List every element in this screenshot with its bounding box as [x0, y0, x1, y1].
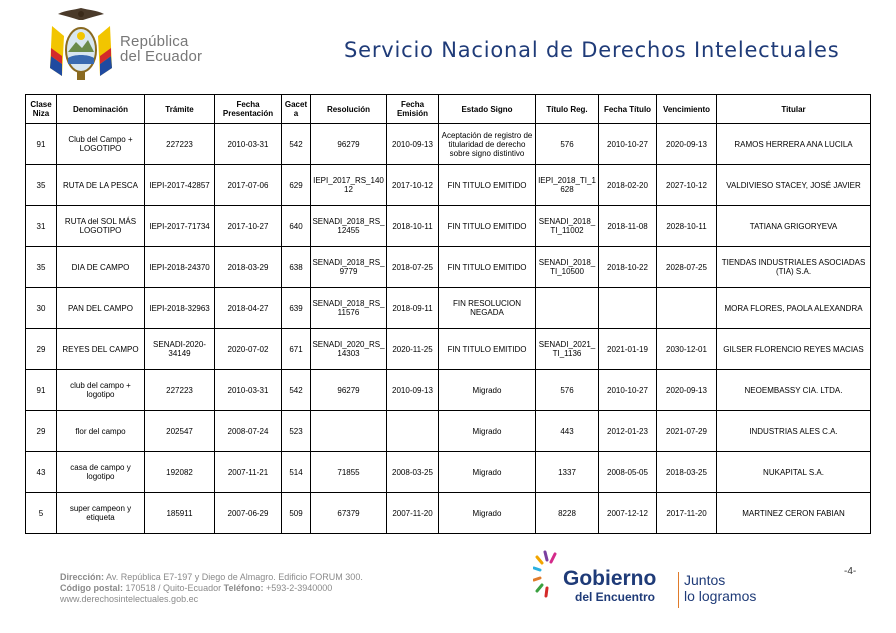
table-cell: flor del campo — [57, 411, 145, 452]
table-cell: IEPI-2017-42857 — [145, 165, 215, 206]
gobierno-text: Gobierno — [563, 567, 657, 590]
table-cell: 629 — [282, 165, 311, 206]
table-cell: 227223 — [145, 124, 215, 165]
postal-label: Código postal: — [60, 583, 123, 593]
table-cell: 2010-03-31 — [215, 370, 282, 411]
table-cell: RUTA del SOL MÁS LOGOTIPO — [57, 206, 145, 247]
table-cell: 542 — [282, 124, 311, 165]
table-cell: IEPI-2017-71734 — [145, 206, 215, 247]
table-header-row — [26, 95, 871, 124]
table-cell: FIN TITULO EMITIDO — [439, 329, 536, 370]
table-cell: 509 — [282, 493, 311, 534]
del-encuentro-text: del Encuentro — [575, 590, 656, 604]
footer-address-block — [60, 572, 363, 605]
column-header: Denominación — [57, 95, 145, 124]
gobierno-burst-icon — [533, 550, 561, 610]
table-row — [26, 247, 871, 288]
table-cell: 2021-01-19 — [599, 329, 657, 370]
table-cell: 2008-03-25 — [387, 452, 439, 493]
table-cell: casa de campo y logotipo — [57, 452, 145, 493]
table-row — [26, 124, 871, 165]
table-cell: 639 — [282, 288, 311, 329]
table-cell: 2007-06-29 — [215, 493, 282, 534]
table-cell: REYES DEL CAMPO — [57, 329, 145, 370]
table-cell: RUTA DE LA PESCA — [57, 165, 145, 206]
table-cell — [311, 411, 387, 452]
table-cell: 192082 — [145, 452, 215, 493]
table-cell: 35 — [26, 247, 57, 288]
table-cell: 71855 — [311, 452, 387, 493]
del-ecuador-line: del Ecuador — [120, 48, 203, 65]
table-cell: 202547 — [145, 411, 215, 452]
table-cell: 671 — [282, 329, 311, 370]
table-cell: RAMOS HERRERA ANA LUCILA — [717, 124, 871, 165]
column-header: Título Reg. — [536, 95, 599, 124]
table-cell — [387, 411, 439, 452]
table-cell: 2007-11-21 — [215, 452, 282, 493]
table-cell: 2018-02-20 — [599, 165, 657, 206]
slogan-line-1: Juntos — [684, 572, 726, 588]
trademark-table — [25, 94, 871, 534]
table-body — [26, 124, 871, 534]
postal-value: 170518 / Quito-Ecuador — [125, 583, 222, 593]
table-cell: Migrado — [439, 370, 536, 411]
table-cell: 2018-07-25 — [387, 247, 439, 288]
table-cell: 2027-10-12 — [657, 165, 717, 206]
table-row — [26, 288, 871, 329]
column-header: Estado Signo — [439, 95, 536, 124]
column-header: Gaceta — [282, 95, 311, 124]
table-cell: IEPI_2017_RS_14012 — [311, 165, 387, 206]
table-cell: 2018-04-27 — [215, 288, 282, 329]
table-cell: DIA DE CAMPO — [57, 247, 145, 288]
table-cell: 2010-10-27 — [599, 124, 657, 165]
table-row — [26, 452, 871, 493]
table-cell: 443 — [536, 411, 599, 452]
table-cell: Club del Campo + LOGOTIPO — [57, 124, 145, 165]
table-cell: 2017-11-20 — [657, 493, 717, 534]
table-cell: 2008-05-05 — [599, 452, 657, 493]
table-cell: 35 — [26, 165, 57, 206]
table-row — [26, 411, 871, 452]
table-cell: 2017-07-06 — [215, 165, 282, 206]
table-cell: 2018-03-25 — [657, 452, 717, 493]
table-cell: 96279 — [311, 124, 387, 165]
table-cell: NUKAPITAL S.A. — [717, 452, 871, 493]
table-cell: 2012-01-23 — [599, 411, 657, 452]
slogan — [684, 572, 756, 604]
table-cell: NEOEMBASSY CIA. LTDA. — [717, 370, 871, 411]
table-cell: 2028-10-11 — [657, 206, 717, 247]
table-cell: 43 — [26, 452, 57, 493]
table-cell: 67379 — [311, 493, 387, 534]
table-cell: SENADI-2020-34149 — [145, 329, 215, 370]
column-header: Fecha Emisión — [387, 95, 439, 124]
table-cell: 2010-10-27 — [599, 370, 657, 411]
address-value: Av. República E7-197 y Diego de Almagro. Edificio FORUM 300. — [106, 572, 363, 582]
column-header: Vencimiento — [657, 95, 717, 124]
table-cell: 514 — [282, 452, 311, 493]
table-cell: 2010-09-13 — [387, 124, 439, 165]
table-cell: GILSER FLORENCIO REYES MACIAS — [717, 329, 871, 370]
table-cell: super campeon y etiqueta — [57, 493, 145, 534]
table-cell: 2010-09-13 — [387, 370, 439, 411]
table-cell: 2018-11-08 — [599, 206, 657, 247]
address-line — [60, 572, 363, 583]
table-cell — [536, 288, 599, 329]
slogan-line-2: lo logramos — [684, 588, 757, 604]
table-cell: MORA FLORES, PAOLA ALEXANDRA — [717, 288, 871, 329]
table-cell: 31 — [26, 206, 57, 247]
table-cell: IEPI-2018-32963 — [145, 288, 215, 329]
table-cell: TATIANA GRIGORYEVA — [717, 206, 871, 247]
table-cell: 2017-10-12 — [387, 165, 439, 206]
column-header: Trámite — [145, 95, 215, 124]
table-cell: SENADI_2018_TI_10500 — [536, 247, 599, 288]
table-cell: 2030-12-01 — [657, 329, 717, 370]
table-cell: 2008-07-24 — [215, 411, 282, 452]
table-cell: PAN DEL CAMPO — [57, 288, 145, 329]
table-cell: FIN TITULO EMITIDO — [439, 165, 536, 206]
table-row — [26, 165, 871, 206]
table-cell: SENADI_2020_RS_14303 — [311, 329, 387, 370]
column-header: Clase Niza — [26, 95, 57, 124]
table-cell: 227223 — [145, 370, 215, 411]
table-cell: IEPI_2018_TI_1628 — [536, 165, 599, 206]
phone-value: +593-2-3940000 — [265, 583, 333, 593]
column-header: Titular — [717, 95, 871, 124]
table-cell: SENADI_2021_TI_1136 — [536, 329, 599, 370]
table-cell: 1337 — [536, 452, 599, 493]
table-cell: 2020-09-13 — [657, 124, 717, 165]
table-cell: 91 — [26, 124, 57, 165]
table-cell: 576 — [536, 124, 599, 165]
table-cell: 2017-10-27 — [215, 206, 282, 247]
table-cell: Migrado — [439, 411, 536, 452]
website-link[interactable]: www.derechosintelectuales.gob.ec — [60, 594, 199, 604]
table-cell: 2007-11-20 — [387, 493, 439, 534]
column-header: Fecha Título — [599, 95, 657, 124]
table-cell: 29 — [26, 411, 57, 452]
table-cell — [657, 288, 717, 329]
table-cell: 542 — [282, 370, 311, 411]
gobierno-del-encuentro-logo — [533, 548, 783, 618]
table-cell: SENADI_2018_RS_11576 — [311, 288, 387, 329]
table-cell: 2007-12-12 — [599, 493, 657, 534]
table-row — [26, 370, 871, 411]
table-cell: SENADI_2018_TI_11002 — [536, 206, 599, 247]
table-row — [26, 206, 871, 247]
table-cell: Migrado — [439, 452, 536, 493]
table-cell: 2020-09-13 — [657, 370, 717, 411]
table-cell: club del campo + logotipo — [57, 370, 145, 411]
table-cell: 96279 — [311, 370, 387, 411]
table-cell: 30 — [26, 288, 57, 329]
table-cell: 2021-07-29 — [657, 411, 717, 452]
table-cell: 638 — [282, 247, 311, 288]
table-cell: SENADI_2018_RS_9779 — [311, 247, 387, 288]
phone-label: Teléfono: — [223, 583, 264, 593]
page-header — [0, 0, 896, 92]
table-cell — [599, 288, 657, 329]
table-cell: 2020-11-25 — [387, 329, 439, 370]
table-cell: 2018-10-11 — [387, 206, 439, 247]
table-row — [26, 329, 871, 370]
table-row — [26, 493, 871, 534]
table-cell: 2018-03-29 — [215, 247, 282, 288]
table-cell: IEPI-2018-24370 — [145, 247, 215, 288]
ecuador-coat-of-arms-icon — [46, 6, 116, 84]
address-label: Dirección: — [60, 572, 105, 582]
column-header: Resolución — [311, 95, 387, 124]
table-cell: 2020-07-02 — [215, 329, 282, 370]
table-cell: FIN RESOLUCION NEGADA — [439, 288, 536, 329]
table-cell: 2010-03-31 — [215, 124, 282, 165]
slogan-separator — [678, 572, 679, 608]
table-cell: 185911 — [145, 493, 215, 534]
page-number: -4- — [844, 566, 857, 577]
table-cell: FIN TITULO EMITIDO — [439, 247, 536, 288]
table-cell: 8228 — [536, 493, 599, 534]
table-cell: FIN TITULO EMITIDO — [439, 206, 536, 247]
table-cell: 29 — [26, 329, 57, 370]
table-cell: 5 — [26, 493, 57, 534]
republica-ecuador-text — [120, 34, 202, 64]
table-cell: SENADI_2018_RS_12455 — [311, 206, 387, 247]
table-cell: INDUSTRIAS ALES C.A. — [717, 411, 871, 452]
table-cell: TIENDAS INDUSTRIALES ASOCIADAS (TIA) S.A. — [717, 247, 871, 288]
table-cell: 576 — [536, 370, 599, 411]
table-cell: VALDIVIESO STACEY, JOSÉ JAVIER — [717, 165, 871, 206]
table-cell: 523 — [282, 411, 311, 452]
postal-line — [60, 583, 363, 594]
table-cell: Migrado — [439, 493, 536, 534]
column-header: Fecha Presentación — [215, 95, 282, 124]
table-cell: 2028-07-25 — [657, 247, 717, 288]
table-cell: 91 — [26, 370, 57, 411]
table-cell: 2018-10-22 — [599, 247, 657, 288]
table-cell: MARTINEZ CERON FABIAN — [717, 493, 871, 534]
page-title: Servicio Nacional de Derechos Intelectuales — [344, 38, 840, 62]
republica-line: República — [120, 33, 189, 50]
table-cell: 640 — [282, 206, 311, 247]
table-cell: Aceptación de registro de titularidad de derecho sobre signo distintivo — [439, 124, 536, 165]
table-cell: 2018-09-11 — [387, 288, 439, 329]
